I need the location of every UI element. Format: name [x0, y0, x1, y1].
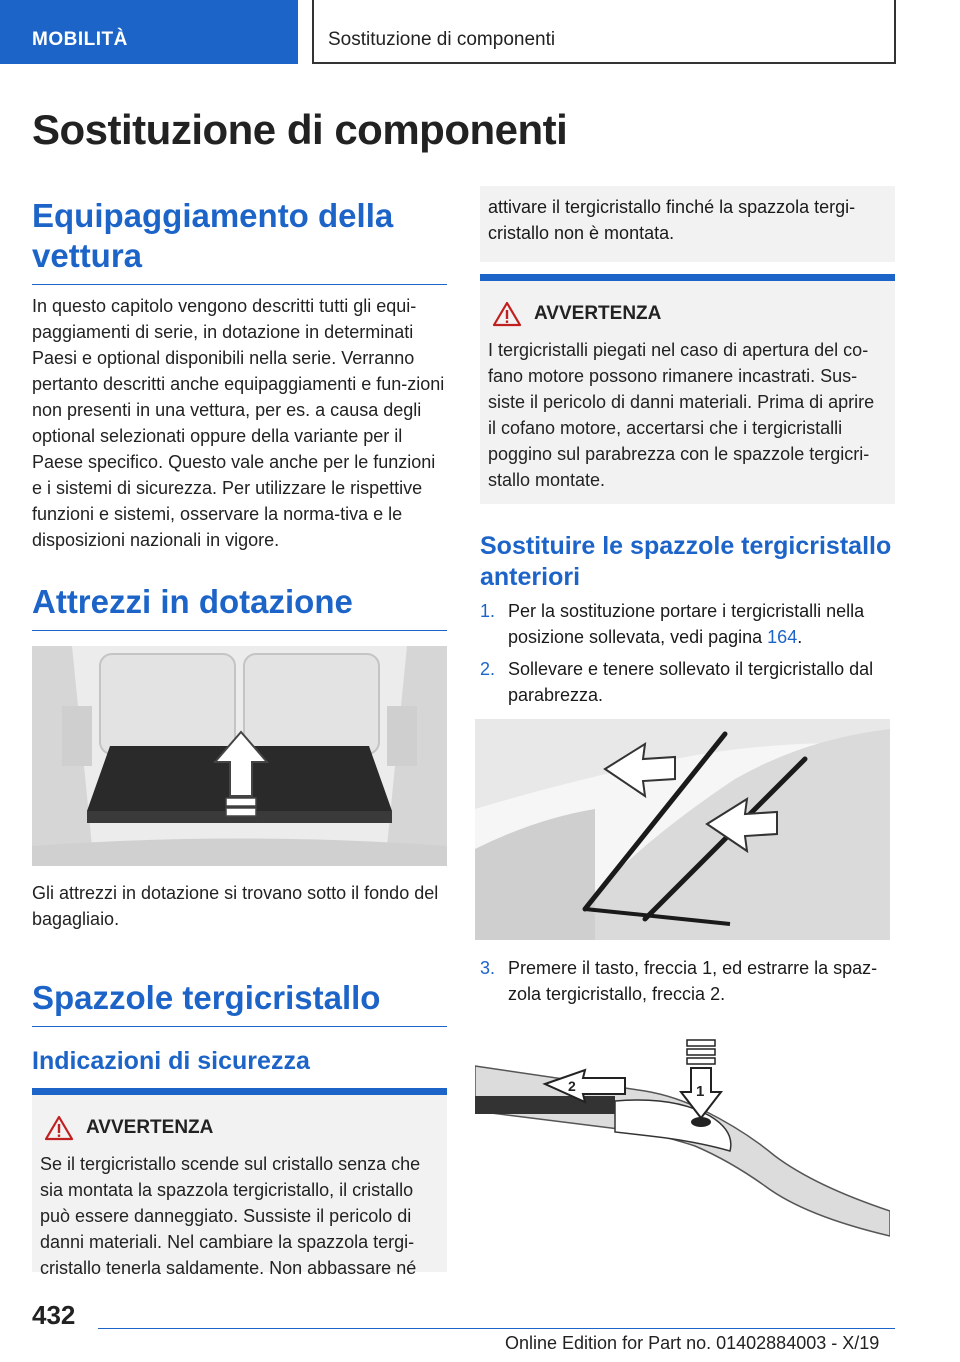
wiper-blade-illustration: [475, 1036, 890, 1238]
page-number: 432: [32, 1300, 76, 1330]
step-text: Per la sostituzione portare i tergicristalli nella posizione sollevata, vedi pagina: [508, 601, 865, 647]
trunk-illustration: [32, 646, 447, 866]
step-text-end: .: [797, 627, 803, 647]
footer-divider: [98, 1328, 895, 1329]
warning-text: I tergicristalli piegati nel caso di apertura del co-fano motore possono rimanere incastrati. Sus-siste il pericolo di danni materiali. Prima di aprire il cofano motore, accertarsi che i tergicristalli poggino sul parabrezza con le spazzole tergicri-stallo montate.: [488, 340, 875, 490]
warning-label: AVVERTENZA: [86, 1117, 214, 1138]
step-text: Premere il tasto, freccia 1, ed estrarre la spaz-zola tergicristallo, freccia 2.: [508, 958, 878, 1004]
label-arrow-2: 2: [568, 1078, 576, 1094]
warning-label: AVVERTENZA: [534, 303, 662, 324]
heading-sicurezza: Indicazioni di sicurezza: [32, 1047, 310, 1075]
footer-edition: Online Edition for Part no. 01402884003 - X/19: [505, 1333, 880, 1353]
warning-box-1: [32, 1088, 447, 1278]
heading-sostituire: Sostituire le spazzole tergicristallo anteriori: [480, 532, 892, 591]
step-item: [480, 955, 895, 1007]
wiper-blade-figure: [475, 1036, 890, 1238]
equipment-paragraph: In questo capitolo vengono descritti tutti gli equi-paggiamenti di serie, in dotazione in determinati Paesi e optional disponibili nella serie. Verranno pertanto descritti anche equipaggiamenti e fun-zioni non presenti in una vettura, per es. a causa degli optional selezionati oppure della variante per il Paese specifico. Questo vale anche per le funzioni e i sistemi di sicurezza. Per utilizzare le rispettive funzioni e sistemi, osservare la norma-tiva e le disposizioni nazionali in vigore.: [32, 296, 445, 550]
step-item: [480, 656, 895, 708]
step-number: 3.: [480, 958, 496, 978]
step-item: [480, 598, 895, 650]
heading-spazzole: Spazzole tergicristallo: [32, 978, 447, 1027]
warning-box-2: [480, 274, 895, 504]
warning-continuation: attivare il tergicristallo finché la spazzola tergi-cristallo non è montata.: [480, 186, 895, 262]
warning-triangle-icon: [492, 301, 522, 327]
label-arrow-1: 1: [696, 1083, 705, 1100]
windshield-figure: [475, 719, 890, 940]
page-link[interactable]: 164: [767, 627, 798, 647]
page-title: Sostituzione di componenti: [32, 106, 568, 153]
tools-caption: Gli attrezzi in dotazione si trovano sotto il fondo del bagagliaio.: [32, 883, 439, 929]
trunk-figure: [32, 646, 447, 866]
step-number: 2.: [480, 659, 496, 679]
chapter-tab: Sostituzione di componenti: [312, 0, 896, 64]
step-text: Sollevare e tenere sollevato il tergicristallo dal parabrezza.: [508, 659, 874, 705]
step-number: 1.: [480, 601, 496, 621]
windshield-illustration: [475, 719, 890, 940]
heading-attrezzi: Attrezzi in dotazione: [32, 582, 447, 631]
section-tab: MOBILITÀ: [0, 0, 298, 64]
warning-text: Se il tergicristallo scende sul cristallo senza che sia montata la spazzola tergicristallo, il cristallo può essere danneggiato. Sussiste il pericolo di danni materiali. Nel cambiare la spazzola tergi-cristallo tenerla saldamente. Non abbassare né: [40, 1154, 421, 1278]
heading-equipaggiamento: Equipaggiamento della vettura: [32, 196, 447, 285]
warning-triangle-icon: [44, 1115, 74, 1141]
